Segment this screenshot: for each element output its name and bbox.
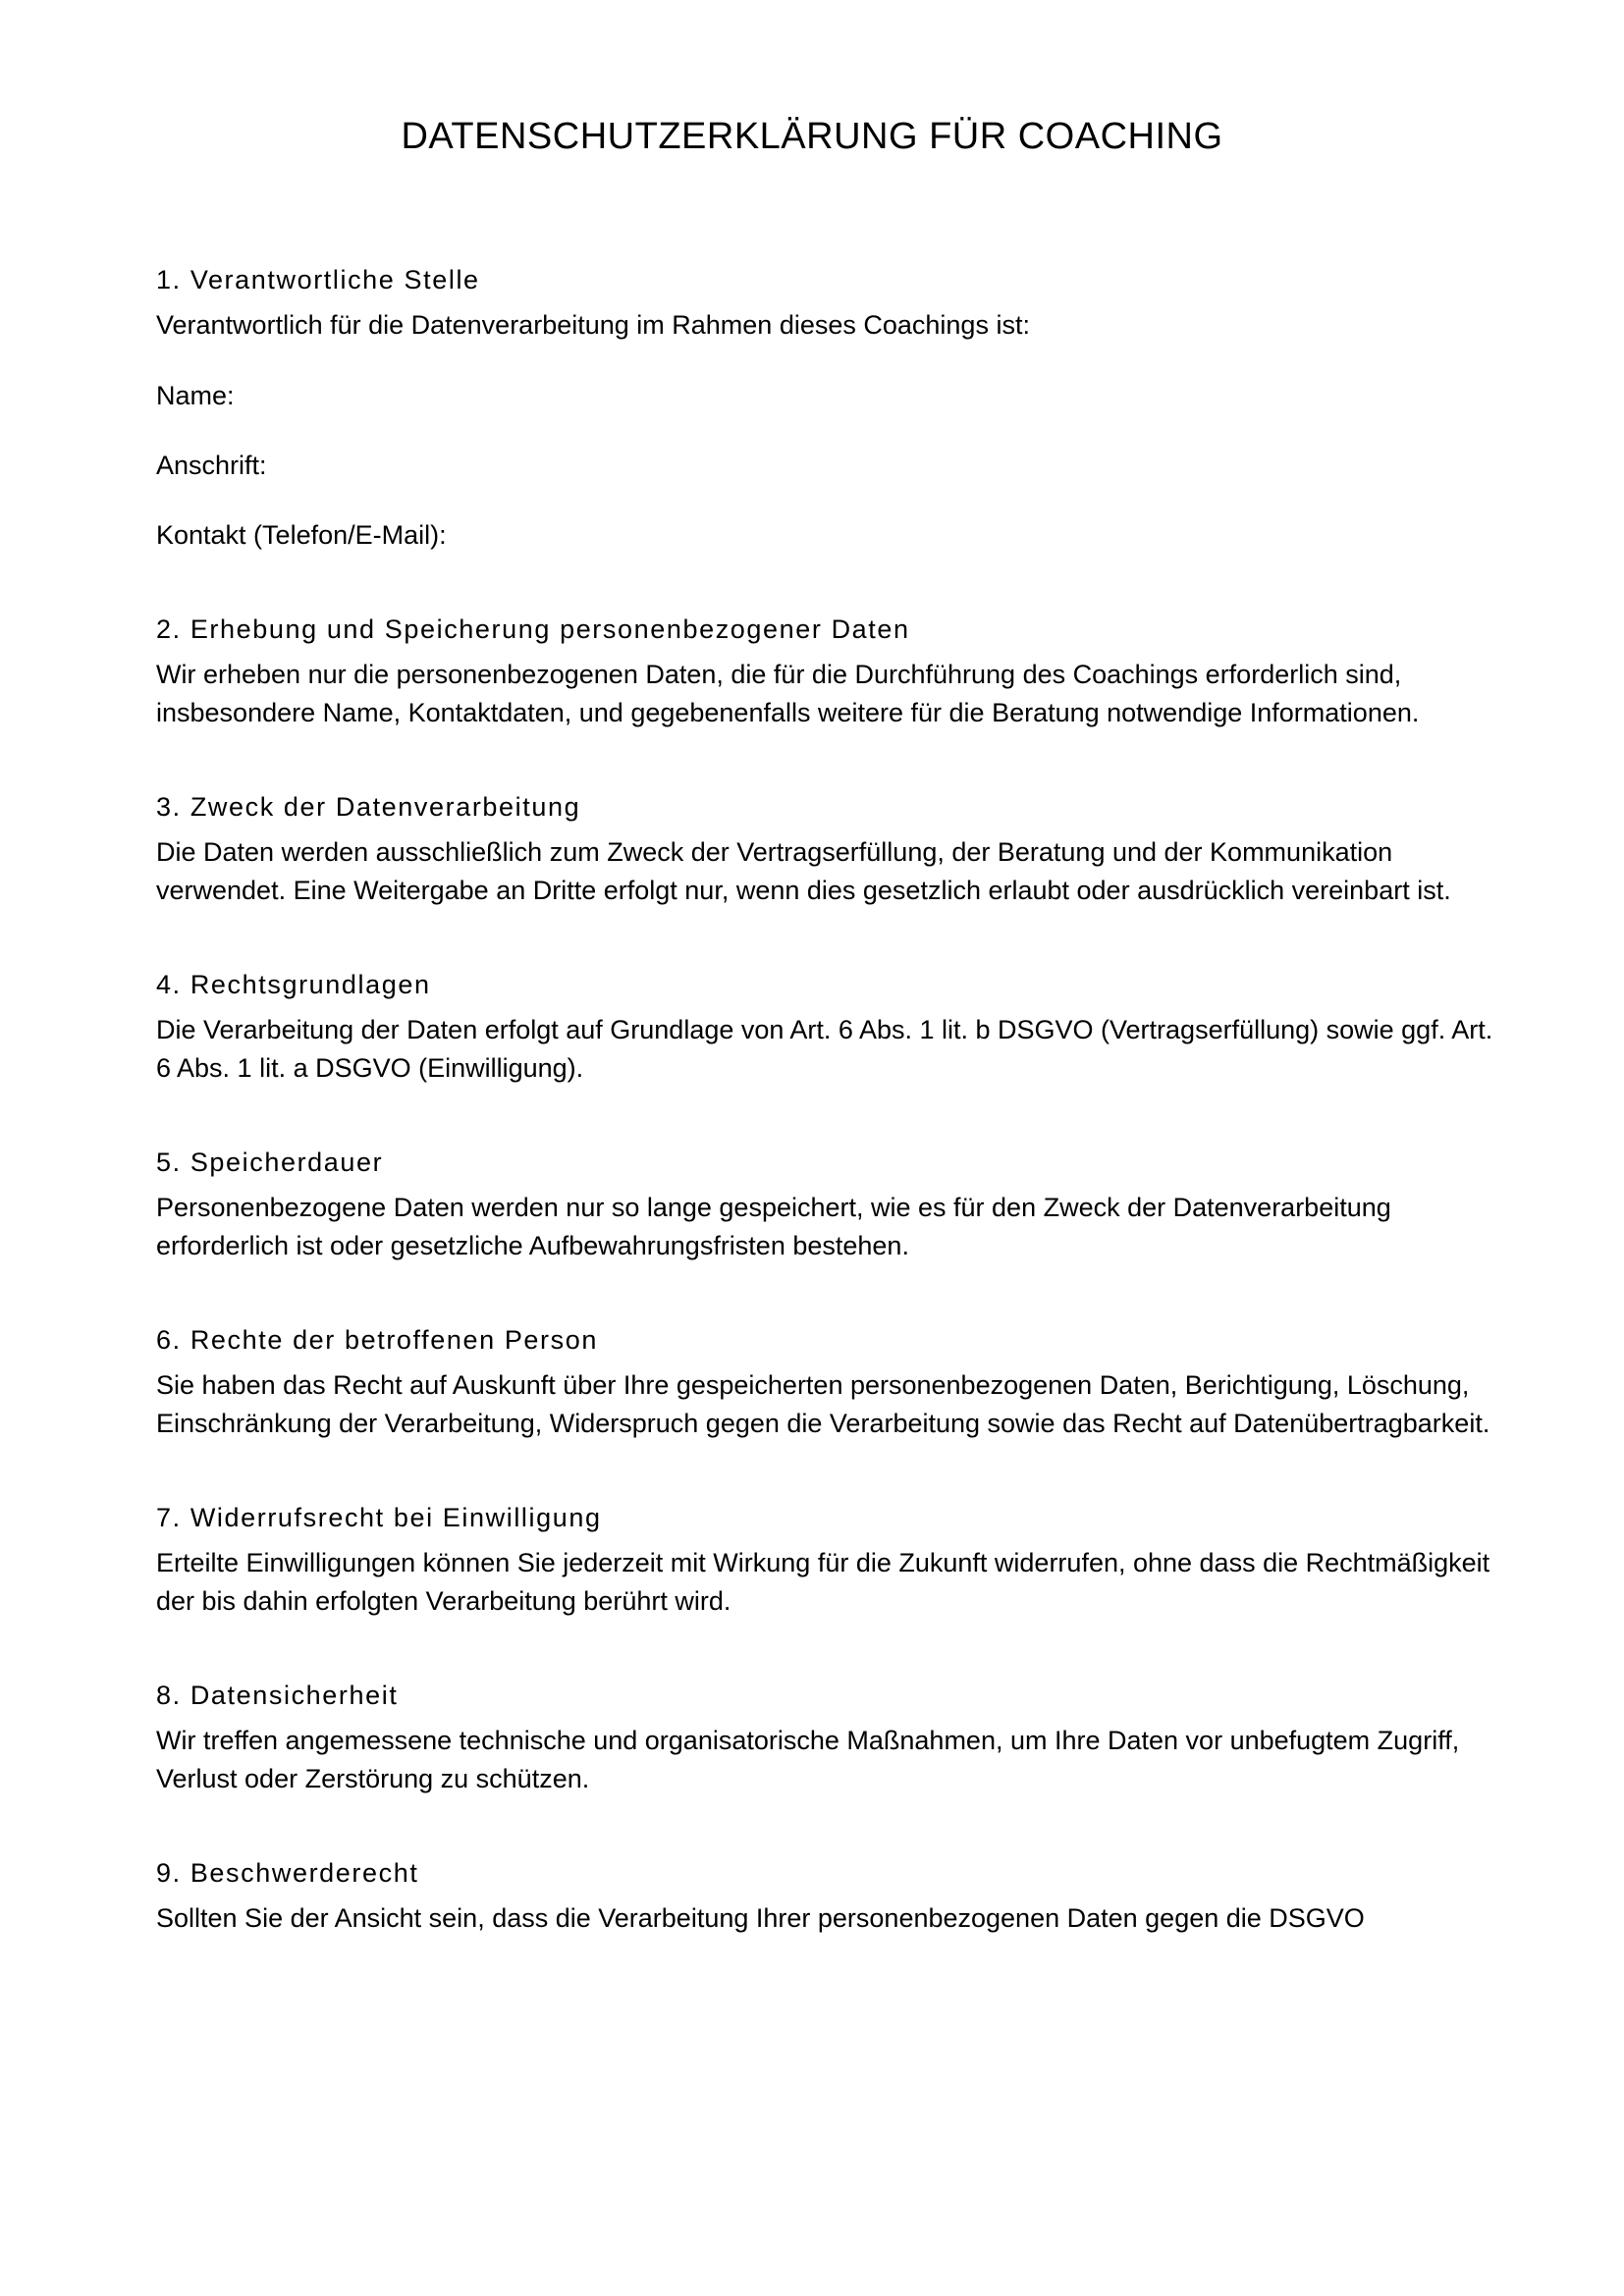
section-heading: 9. Beschwerderecht	[156, 1857, 419, 1888]
section-heading: 6. Rechte der betroffenen Person	[156, 1324, 598, 1355]
section-heading: 4. Rechtsgrundlagen	[156, 969, 431, 999]
field-name-label: Name:	[156, 380, 235, 410]
section-complaint-right	[156, 1855, 1511, 1939]
section-responsible-party	[156, 262, 1511, 555]
section-body: Erteilte Einwilligungen können Sie jederzeit mit Wirkung für die Zukunft widerrufen, ohne dass die Rechtmäßigkeit der bis dahin erfolgten Verarbeitung berührt wird.	[156, 1547, 1490, 1616]
section-withdrawal	[156, 1500, 1511, 1622]
section-body: Wir treffen angemessene technische und organisatorische Maßnahmen, um Ihre Daten vor unbefugtem Zugriff, Verlust oder Zerstörung zu schützen.	[156, 1725, 1460, 1793]
section-data-subject-rights	[156, 1322, 1511, 1444]
section-heading: 3. Zweck der Datenverarbeitung	[156, 791, 581, 822]
section-purpose	[156, 789, 1511, 911]
section-body: Verantwortlich für die Datenverarbeitung im Rahmen dieses Coachings ist:	[156, 310, 1030, 340]
section-heading: 1. Verantwortliche Stelle	[156, 265, 480, 294]
document-body	[156, 262, 1511, 1938]
section-heading: 5. Speicherdauer	[156, 1147, 384, 1177]
section-body: Sollten Sie der Ansicht sein, dass die Verarbeitung Ihrer personenbezogenen Daten gegen die DSGVO	[156, 1902, 1365, 1933]
section-retention	[156, 1145, 1511, 1266]
section-body: Die Daten werden ausschließlich zum Zweck der Vertragserfüllung, der Beratung und der Kommunikation verwendet. Eine Weitergabe an Dritte erfolgt nur, wenn dies gesetzlich erlaubt oder ausdrücklich vereinbart ist.	[156, 836, 1451, 905]
field-contact-label: Kontakt (Telefon/E-Mail):	[156, 519, 447, 550]
section-body: Wir erheben nur die personenbezogenen Daten, die für die Durchführung des Coachings erforderlich sind, insbesondere Name, Kontaktdaten, und gegebenenfalls weitere für die Beratung notwendige Informationen.	[156, 659, 1420, 727]
page-title: DATENSCHUTZERKLÄRUNG FÜR COACHING	[401, 116, 1223, 157]
section-data-collection	[156, 612, 1511, 733]
field-address-label: Anschrift:	[156, 450, 267, 480]
section-body: Die Verarbeitung der Daten erfolgt auf Grundlage von Art. 6 Abs. 1 lit. b DSGVO (Vertragserfüllung) sowie ggf. Art. 6 Abs. 1 lit. a DSGVO (Einwilligung).	[156, 1014, 1493, 1083]
section-heading: 8. Datensicherheit	[156, 1680, 399, 1710]
section-heading: 2. Erhebung und Speicherung personenbezogener Daten	[156, 614, 910, 644]
section-heading: 7. Widerrufsrecht bei Einwilligung	[156, 1502, 602, 1532]
section-data-security	[156, 1678, 1511, 1799]
section-legal-basis	[156, 967, 1511, 1089]
section-body: Personenbezogene Daten werden nur so lange gespeichert, wie es für den Zweck der Datenverarbeitung erforderlich ist oder gesetzliche Aufbewahrungsfristen bestehen.	[156, 1192, 1391, 1260]
section-body: Sie haben das Recht auf Auskunft über Ihre gespeicherten personenbezogenen Daten, Berichtigung, Löschung, Einschränkung der Verarbeitung, Widerspruch gegen die Verarbeitung sowie das Recht auf Datenübertragbarkeit.	[156, 1369, 1490, 1438]
